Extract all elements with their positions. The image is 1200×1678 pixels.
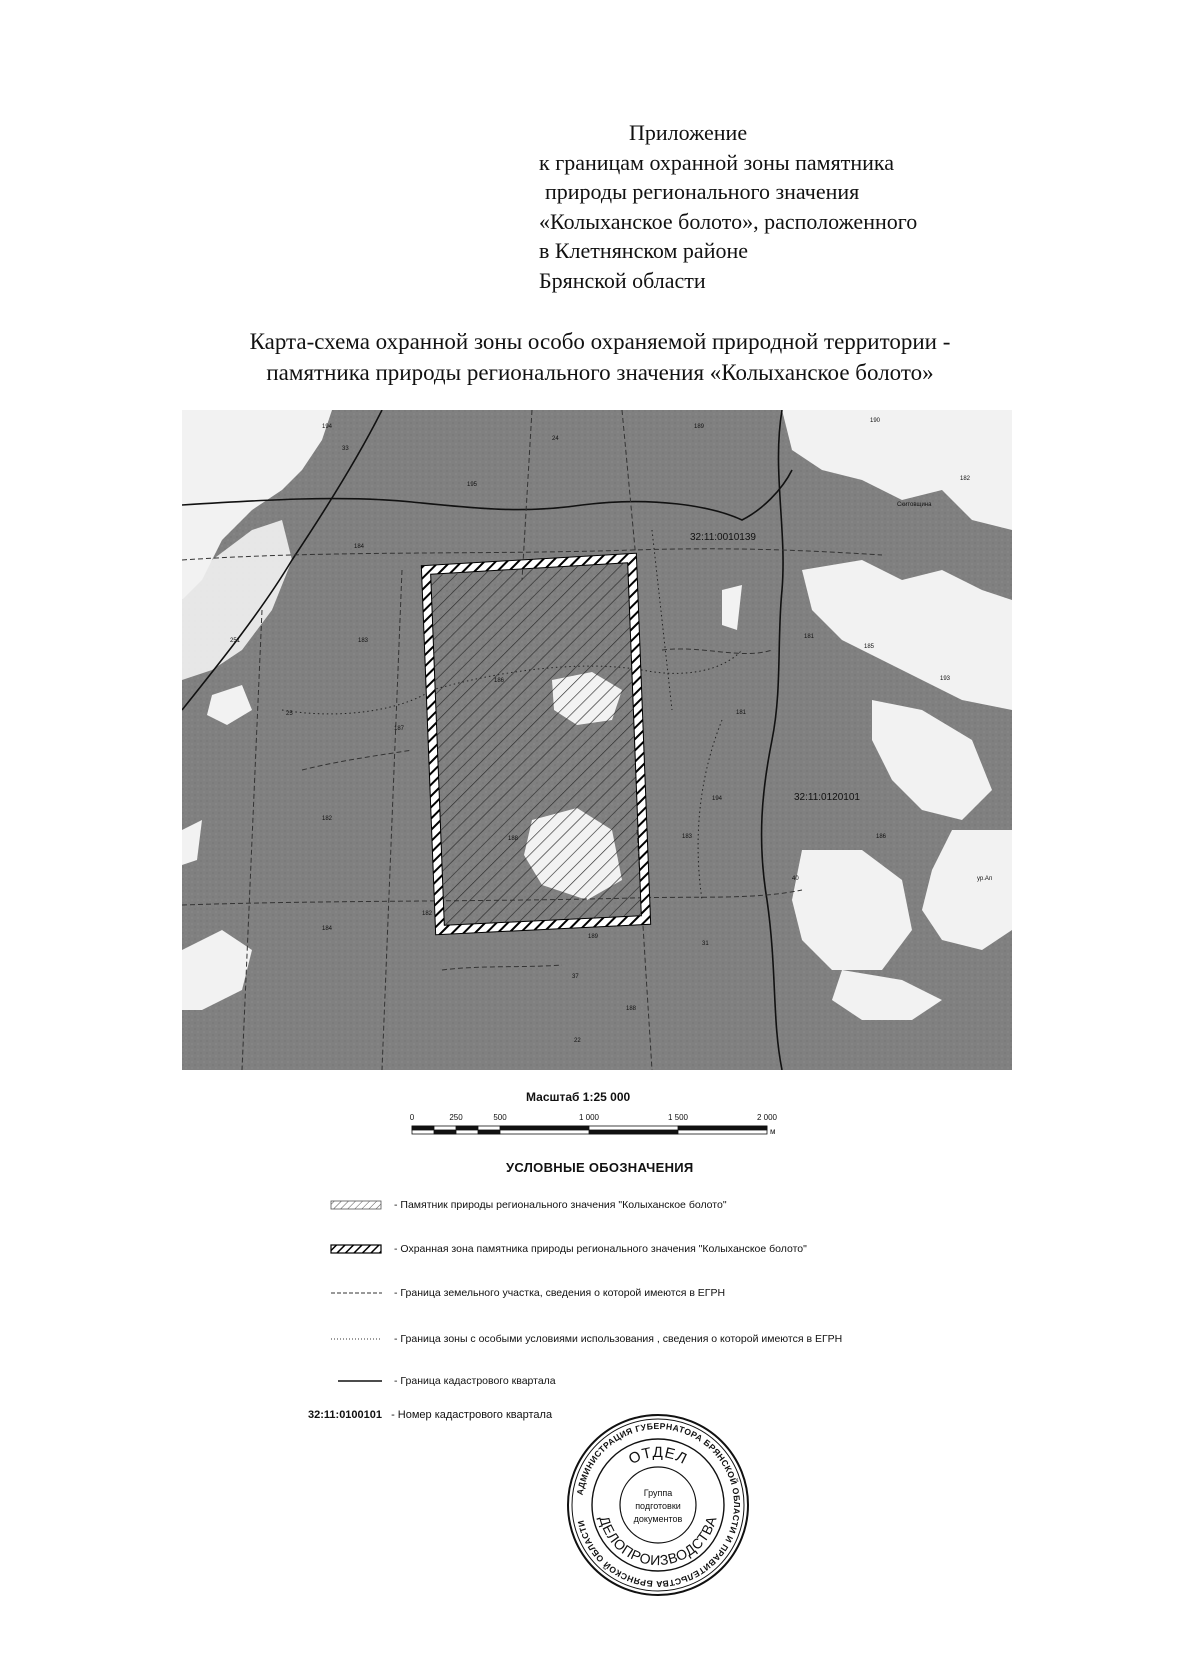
parcel-number: 24 bbox=[552, 436, 559, 442]
parcel-number: 25 bbox=[286, 711, 293, 717]
appendix-line: Брянской области bbox=[539, 267, 706, 293]
monument-symbol-icon bbox=[330, 1198, 390, 1212]
special-zone-symbol-icon bbox=[330, 1332, 390, 1346]
svg-text:ОТДЕЛ bbox=[626, 1444, 690, 1468]
legend-text: - Памятник природы регионального значения "Колыханское болото" bbox=[394, 1199, 727, 1211]
parcel-number: 186 bbox=[494, 678, 505, 684]
map-canvas bbox=[182, 410, 1012, 1070]
parcel-number: 189 bbox=[588, 934, 599, 940]
seal-ring-text: АДМИНИСТРАЦИЯ ГУБЕРНАТОРА БРЯНСКОЙ ОБЛАСТИ И ПРАВИТЕЛЬСТВА БРЯНСКОЙ ОБЛАСТИ bbox=[574, 1420, 743, 1590]
legend-item bbox=[330, 1330, 842, 1348]
place-label: Скитовщина bbox=[897, 502, 932, 508]
parcel-number: 194 bbox=[712, 796, 723, 802]
map-title bbox=[100, 326, 1100, 388]
legend-text: - Охранная зона памятника природы регионального значения "Колыханское болото" bbox=[394, 1243, 807, 1255]
seal-center-line: подготовки bbox=[635, 1501, 681, 1511]
parcel-number: 190 bbox=[870, 418, 881, 424]
cadastral-map bbox=[182, 410, 1012, 1070]
parcel-number: 189 bbox=[694, 424, 705, 430]
parcel-number: 251 bbox=[230, 638, 241, 644]
protected-area bbox=[426, 558, 646, 930]
scale-tick-label: 0 bbox=[409, 1113, 415, 1122]
scale-tick-label: 500 bbox=[493, 1113, 507, 1122]
parcel-number: 33 bbox=[342, 446, 349, 452]
legend-item bbox=[330, 1240, 807, 1258]
scale-tick-label: 1 000 bbox=[578, 1113, 600, 1122]
scale-label: Масштаб 1:25 000 bbox=[526, 1090, 631, 1104]
place-label: ур.Ап bbox=[977, 876, 993, 882]
legend-quarter-code bbox=[308, 1409, 552, 1421]
parcel-number: 193 bbox=[940, 676, 951, 682]
parcel-number: 185 bbox=[864, 644, 875, 650]
appendix-line: к границам охранной зоны памятника bbox=[539, 149, 894, 175]
appendix-line: в Клетнянском районе bbox=[539, 238, 748, 263]
parcel-number: 31 bbox=[702, 941, 709, 947]
parcel-number: 182 bbox=[422, 911, 433, 917]
quarter-boundary-symbol-icon bbox=[330, 1374, 390, 1388]
office-seal bbox=[563, 1410, 753, 1600]
appendix-header bbox=[539, 118, 1099, 295]
legend-item bbox=[330, 1372, 556, 1390]
legend-text: - Граница земельного участка, сведения о которой имеются в ЕГРН bbox=[394, 1287, 726, 1299]
parcel-boundary-symbol-icon bbox=[330, 1286, 390, 1300]
quarter-code-example: 32:11:0100101 bbox=[308, 1409, 383, 1421]
parcel-number: 186 bbox=[876, 834, 887, 840]
parcel-number: 194 bbox=[322, 424, 333, 430]
parcel-number: 187 bbox=[394, 726, 405, 732]
legend-text: - Номер кадастрового квартала bbox=[391, 1409, 553, 1421]
parcel-number: 182 bbox=[322, 816, 333, 822]
appendix-line: «Колыханское болото», расположенного bbox=[539, 208, 918, 234]
quarter-label: 32:11:0010139 bbox=[690, 532, 756, 543]
seal-top-word: ОТДЕЛ bbox=[626, 1443, 691, 1469]
legend-item bbox=[330, 1196, 727, 1214]
legend-text: - Граница зоны с особыми условиями использования , сведения о которой имеются в ЕГРН bbox=[394, 1333, 843, 1345]
scale-unit: м bbox=[770, 1127, 776, 1136]
quarter-label: 32:11:0120101 bbox=[794, 792, 860, 803]
parcel-number: 22 bbox=[574, 1038, 581, 1044]
scale-bar bbox=[400, 1110, 820, 1144]
parcel-number: 181 bbox=[804, 634, 815, 640]
seal-center-line: документов bbox=[633, 1514, 683, 1524]
parcel-number: 182 bbox=[960, 476, 971, 482]
legend-title: УСЛОВНЫЕ ОБОЗНАЧЕНИЯ bbox=[506, 1160, 694, 1175]
scale-tick-label: 250 bbox=[449, 1113, 463, 1122]
legend-item bbox=[330, 1284, 725, 1302]
parcel-number: 183 bbox=[682, 834, 693, 840]
map-title-line: Карта-схема охранной зоны особо охраняемой природной территории - bbox=[249, 329, 951, 354]
parcel-number: 37 bbox=[572, 974, 579, 980]
parcel-number: 188 bbox=[626, 1006, 637, 1012]
appendix-line: природы регионального значения bbox=[545, 179, 860, 204]
parcel-number: 40 bbox=[792, 876, 799, 882]
legend-text: - Граница кадастрового квартала bbox=[394, 1375, 556, 1387]
parcel-number: 181 bbox=[736, 710, 747, 716]
appendix-line: Приложение bbox=[629, 120, 748, 145]
scale-tick-label: 1 500 bbox=[667, 1113, 689, 1122]
parcel-number: 184 bbox=[354, 544, 365, 550]
protection-zone-symbol-icon bbox=[330, 1242, 390, 1256]
seal-center-line: Группа bbox=[643, 1488, 673, 1498]
seal-bottom-word: ДЕЛОПРОИЗВОДСТВА bbox=[596, 1513, 720, 1569]
parcel-number: 183 bbox=[358, 638, 369, 644]
parcel-number: 188 bbox=[508, 836, 519, 842]
scale-tick-label: 2 000 bbox=[756, 1113, 778, 1122]
map-title-line: памятника природы регионального значения «Колыханское болото» bbox=[266, 360, 934, 385]
parcel-number: 195 bbox=[467, 482, 478, 488]
parcel-number: 184 bbox=[322, 926, 333, 932]
